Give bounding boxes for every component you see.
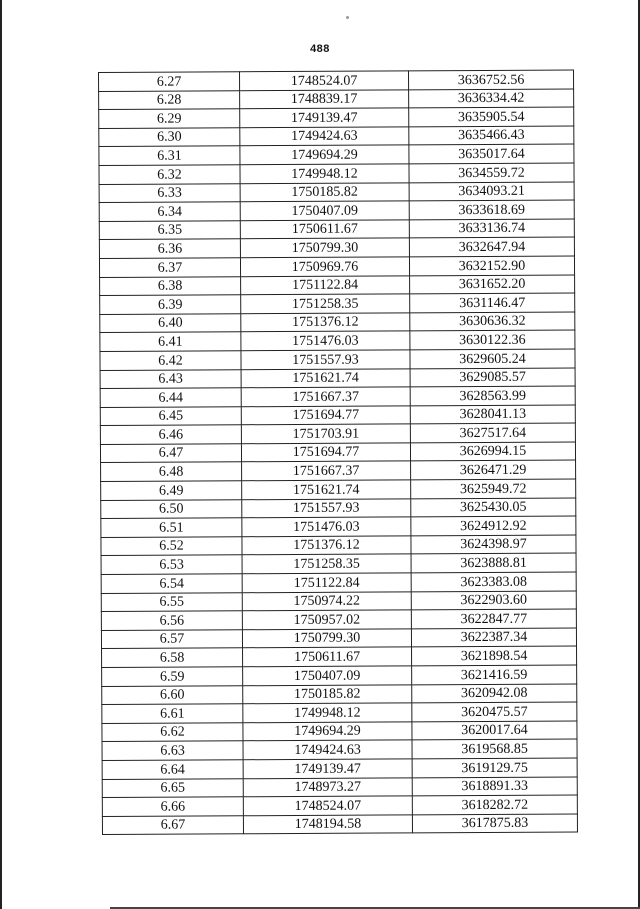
point-id-cell: 6.65 bbox=[102, 778, 243, 797]
easting-cell: 1749694.29 bbox=[240, 145, 409, 164]
point-id-cell: 6.64 bbox=[102, 760, 243, 779]
point-id-cell: 6.43 bbox=[100, 369, 241, 388]
table-row bbox=[102, 721, 577, 742]
table-row bbox=[100, 330, 575, 351]
point-id-cell: 6.47 bbox=[100, 444, 241, 463]
northing-cell: 3626471.29 bbox=[411, 460, 576, 479]
point-id-cell: 6.39 bbox=[100, 295, 241, 314]
point-id-cell: 6.34 bbox=[99, 202, 240, 221]
table-row bbox=[99, 182, 574, 203]
point-id-cell: 6.37 bbox=[99, 258, 240, 277]
point-id-cell: 6.56 bbox=[101, 611, 242, 630]
northing-cell: 3635466.43 bbox=[409, 126, 574, 145]
table-row bbox=[101, 460, 576, 481]
point-id-cell: 6.54 bbox=[101, 574, 242, 593]
point-id-cell: 6.30 bbox=[99, 128, 240, 147]
point-id-cell: 6.48 bbox=[101, 462, 242, 481]
northing-cell: 3631146.47 bbox=[410, 293, 575, 312]
easting-cell: 1751557.93 bbox=[242, 499, 411, 518]
point-id-cell: 6.51 bbox=[101, 518, 242, 537]
northing-cell: 3636334.42 bbox=[409, 89, 574, 108]
easting-cell: 1750799.30 bbox=[240, 238, 409, 257]
point-id-cell: 6.31 bbox=[99, 146, 240, 165]
easting-cell: 1751258.35 bbox=[241, 294, 410, 313]
easting-cell: 1748973.27 bbox=[243, 777, 412, 796]
northing-cell: 3627517.64 bbox=[410, 423, 575, 442]
northing-cell: 3623383.08 bbox=[411, 572, 576, 591]
easting-cell: 1751557.93 bbox=[241, 350, 410, 369]
table-row bbox=[100, 405, 575, 426]
northing-cell: 3633136.74 bbox=[409, 219, 574, 238]
table-row bbox=[101, 553, 576, 574]
easting-cell: 1751667.37 bbox=[241, 387, 410, 406]
northing-cell: 3626994.15 bbox=[410, 442, 575, 461]
point-id-cell: 6.28 bbox=[99, 90, 240, 109]
northing-cell: 3620475.57 bbox=[412, 702, 577, 721]
table-row bbox=[99, 163, 574, 184]
northing-cell: 3617875.83 bbox=[412, 814, 577, 833]
table-row bbox=[101, 572, 576, 593]
table-row bbox=[102, 739, 577, 760]
table-row bbox=[101, 498, 576, 519]
table-row bbox=[99, 126, 574, 147]
northing-cell: 3621416.59 bbox=[412, 665, 577, 684]
northing-cell: 3634093.21 bbox=[409, 182, 574, 201]
table-row bbox=[102, 665, 577, 686]
northing-cell: 3622387.34 bbox=[411, 628, 576, 647]
easting-cell: 1751476.03 bbox=[242, 517, 411, 536]
northing-cell: 3622847.77 bbox=[411, 609, 576, 628]
northing-cell: 3632647.94 bbox=[409, 237, 574, 256]
point-id-cell: 6.45 bbox=[100, 406, 241, 425]
table-row bbox=[101, 609, 576, 630]
table-row bbox=[99, 237, 574, 258]
northing-cell: 3624912.92 bbox=[411, 516, 576, 535]
table-row bbox=[101, 591, 576, 612]
point-id-cell: 6.40 bbox=[100, 313, 241, 332]
table-row bbox=[99, 107, 574, 128]
northing-cell: 3621898.54 bbox=[412, 646, 577, 665]
point-id-cell: 6.49 bbox=[101, 481, 242, 500]
table-row bbox=[100, 293, 575, 314]
northing-cell: 3619129.75 bbox=[412, 758, 577, 777]
northing-cell: 3619568.85 bbox=[412, 739, 577, 758]
scan-speck bbox=[346, 16, 349, 19]
easting-cell: 1750407.09 bbox=[243, 666, 412, 685]
easting-cell: 1751621.74 bbox=[241, 368, 410, 387]
point-id-cell: 6.60 bbox=[102, 685, 243, 704]
point-id-cell: 6.33 bbox=[99, 183, 240, 202]
easting-cell: 1750974.22 bbox=[242, 591, 411, 610]
table-row bbox=[102, 702, 577, 723]
easting-cell: 1751122.84 bbox=[241, 275, 410, 294]
coordinate-table bbox=[98, 70, 578, 836]
easting-cell: 1750799.30 bbox=[242, 629, 411, 648]
coordinate-table-container bbox=[98, 70, 574, 836]
table-row bbox=[102, 777, 577, 798]
northing-cell: 3618891.33 bbox=[412, 777, 577, 796]
easting-cell: 1749694.29 bbox=[243, 722, 412, 741]
easting-cell: 1748839.17 bbox=[240, 89, 409, 108]
table-row bbox=[102, 814, 577, 835]
northing-cell: 3629605.24 bbox=[410, 349, 575, 368]
point-id-cell: 6.55 bbox=[101, 592, 242, 611]
easting-cell: 1750407.09 bbox=[240, 201, 409, 220]
easting-cell: 1751376.12 bbox=[242, 536, 411, 555]
table-row bbox=[100, 368, 575, 389]
coordinate-table-body bbox=[99, 70, 578, 835]
table-row bbox=[99, 89, 574, 110]
point-id-cell: 6.53 bbox=[101, 555, 242, 574]
point-id-cell: 6.50 bbox=[101, 499, 242, 518]
point-id-cell: 6.29 bbox=[99, 109, 240, 128]
table-row bbox=[101, 535, 576, 556]
table-row bbox=[99, 200, 574, 221]
table-row bbox=[99, 70, 574, 91]
northing-cell: 3633618.69 bbox=[409, 200, 574, 219]
table-row bbox=[100, 312, 575, 333]
point-id-cell: 6.41 bbox=[100, 332, 241, 351]
table-row bbox=[99, 219, 574, 240]
easting-cell: 1749948.12 bbox=[243, 703, 412, 722]
point-id-cell: 6.62 bbox=[102, 723, 243, 742]
table-row bbox=[102, 795, 577, 816]
easting-cell: 1749424.63 bbox=[240, 127, 409, 146]
table-row bbox=[100, 349, 575, 370]
easting-cell: 1751122.84 bbox=[242, 573, 411, 592]
easting-cell: 1751376.12 bbox=[241, 313, 410, 332]
easting-cell: 1750611.67 bbox=[240, 220, 409, 239]
easting-cell: 1750969.76 bbox=[240, 257, 409, 276]
easting-cell: 1750957.02 bbox=[242, 610, 411, 629]
table-row bbox=[100, 275, 575, 296]
point-id-cell: 6.59 bbox=[102, 667, 243, 686]
easting-cell: 1751667.37 bbox=[242, 461, 411, 480]
table-row bbox=[101, 479, 576, 500]
northing-cell: 3625430.05 bbox=[411, 498, 576, 517]
northing-cell: 3622903.60 bbox=[411, 591, 576, 610]
easting-cell: 1748524.07 bbox=[240, 71, 409, 90]
northing-cell: 3630636.32 bbox=[410, 312, 575, 331]
point-id-cell: 6.61 bbox=[102, 704, 243, 723]
point-id-cell: 6.36 bbox=[99, 239, 240, 258]
table-row bbox=[102, 758, 577, 779]
easting-cell: 1748194.58 bbox=[243, 815, 412, 834]
northing-cell: 3635905.54 bbox=[409, 107, 574, 126]
page-left-edge bbox=[0, 0, 2, 909]
easting-cell: 1749424.63 bbox=[243, 740, 412, 759]
easting-cell: 1749139.47 bbox=[240, 108, 409, 127]
northing-cell: 3625949.72 bbox=[411, 479, 576, 498]
table-row bbox=[100, 442, 575, 463]
northing-cell: 3623888.81 bbox=[411, 553, 576, 572]
point-id-cell: 6.27 bbox=[99, 72, 240, 91]
easting-cell: 1751258.35 bbox=[242, 554, 411, 573]
table-row bbox=[101, 516, 576, 537]
table-row bbox=[102, 684, 577, 705]
northing-cell: 3629085.57 bbox=[410, 368, 575, 387]
point-id-cell: 6.35 bbox=[99, 221, 240, 240]
northing-cell: 3636752.56 bbox=[408, 70, 573, 89]
table-row bbox=[102, 646, 577, 667]
northing-cell: 3624398.97 bbox=[411, 535, 576, 554]
point-id-cell: 6.58 bbox=[102, 648, 243, 667]
point-id-cell: 6.52 bbox=[101, 537, 242, 556]
table-row bbox=[99, 256, 574, 277]
table-row bbox=[99, 144, 574, 165]
northing-cell: 3634559.72 bbox=[409, 163, 574, 182]
easting-cell: 1751703.91 bbox=[241, 424, 410, 443]
point-id-cell: 6.66 bbox=[102, 797, 243, 816]
northing-cell: 3620942.08 bbox=[412, 684, 577, 703]
northing-cell: 3630122.36 bbox=[410, 330, 575, 349]
point-id-cell: 6.57 bbox=[101, 630, 242, 649]
point-id-cell: 6.67 bbox=[102, 815, 243, 834]
northing-cell: 3632152.90 bbox=[409, 256, 574, 275]
easting-cell: 1751694.77 bbox=[241, 406, 410, 425]
page-number: 488 bbox=[310, 43, 330, 55]
table-row bbox=[101, 628, 576, 649]
northing-cell: 3618282.72 bbox=[412, 795, 577, 814]
table-row bbox=[100, 423, 575, 444]
easting-cell: 1750185.82 bbox=[240, 182, 409, 201]
easting-cell: 1748524.07 bbox=[243, 796, 412, 815]
easting-cell: 1750611.67 bbox=[243, 647, 412, 666]
point-id-cell: 6.38 bbox=[100, 276, 241, 295]
easting-cell: 1751476.03 bbox=[241, 331, 410, 350]
point-id-cell: 6.42 bbox=[100, 351, 241, 370]
northing-cell: 3635017.64 bbox=[409, 144, 574, 163]
table-row bbox=[100, 386, 575, 407]
easting-cell: 1750185.82 bbox=[243, 684, 412, 703]
easting-cell: 1749139.47 bbox=[243, 759, 412, 778]
point-id-cell: 6.32 bbox=[99, 165, 240, 184]
northing-cell: 3628563.99 bbox=[410, 386, 575, 405]
easting-cell: 1751621.74 bbox=[242, 480, 411, 499]
northing-cell: 3628041.13 bbox=[410, 405, 575, 424]
point-id-cell: 6.46 bbox=[100, 425, 241, 444]
point-id-cell: 6.44 bbox=[100, 388, 241, 407]
northing-cell: 3620017.64 bbox=[412, 721, 577, 740]
point-id-cell: 6.63 bbox=[102, 741, 243, 760]
easting-cell: 1749948.12 bbox=[240, 164, 409, 183]
easting-cell: 1751694.77 bbox=[241, 443, 410, 462]
northing-cell: 3631652.20 bbox=[410, 275, 575, 294]
